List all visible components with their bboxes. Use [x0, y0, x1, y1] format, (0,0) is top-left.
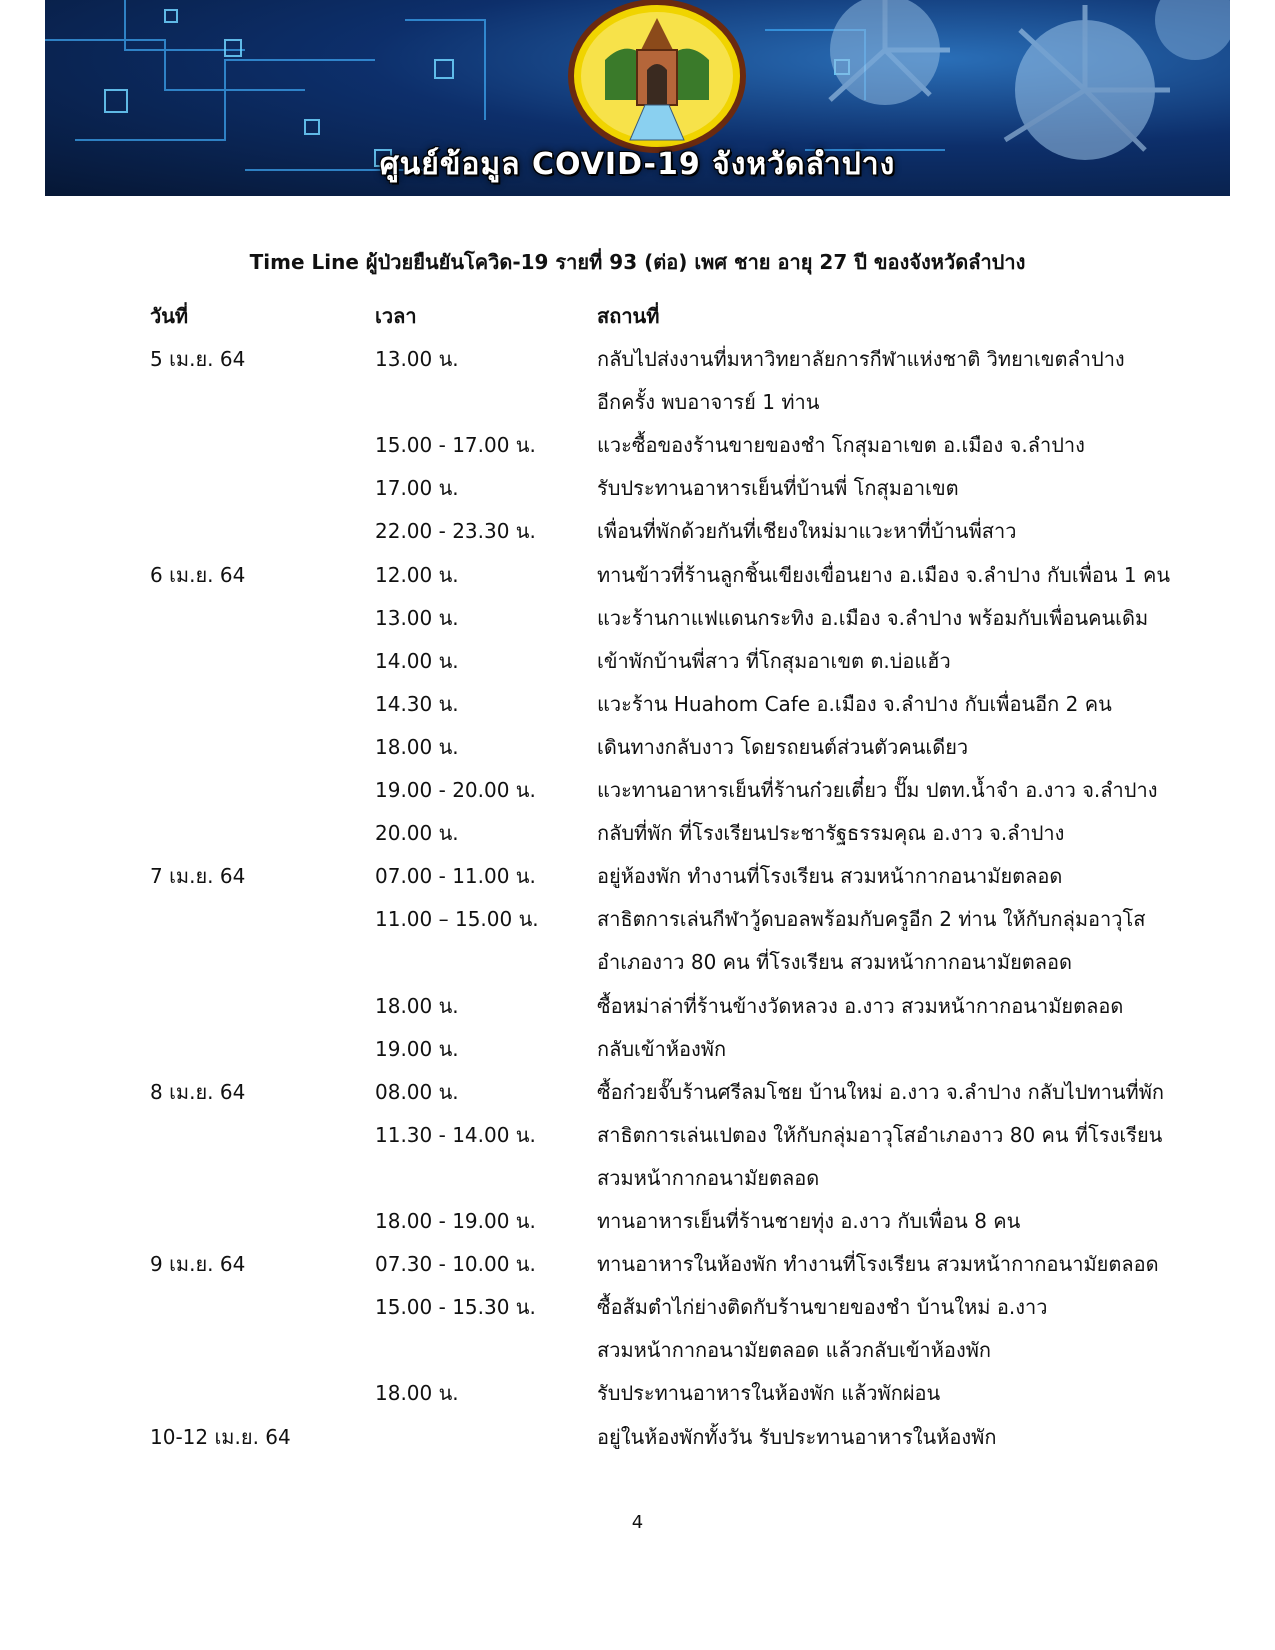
timeline-place: ซื้อหม่าล่าที่ร้านข้างวัดหลวง อ.งาว สวมหน้ากากอนามัยตลอด: [597, 994, 1124, 1018]
timeline-time: 07.00 - 11.00 น.: [375, 864, 536, 888]
header-place: สถานที่: [597, 304, 660, 328]
timeline-place: สาธิตการเล่นกีฬาวู้ดบอลพร้อมกับครูอีก 2 ท่าน ให้กับกลุ่มอาวุโส: [597, 907, 1146, 931]
timeline-date: 7 เม.ย. 64: [150, 864, 246, 888]
timeline-time: 13.00 น.: [375, 606, 459, 630]
timeline-place: กลับที่พัก ที่โรงเรียนประชารัฐธรรมคุณ อ.งาว จ.ลำปาง: [597, 821, 1065, 845]
timeline-time: 08.00 น.: [375, 1080, 459, 1104]
timeline-time: 14.30 น.: [375, 692, 459, 716]
timeline-place: ทานอาหารเย็นที่ร้านชายทุ่ง อ.งาว กับเพื่อน 8 คน: [597, 1209, 1021, 1233]
timeline-place: เดินทางกลับงาว โดยรถยนต์ส่วนตัวคนเดียว: [597, 735, 969, 759]
timeline-time: 12.00 น.: [375, 563, 459, 587]
banner-title: ศูนย์ข้อมูล COVID-19 จังหวัดลำปาง: [379, 147, 896, 182]
timeline-date: 10-12 เม.ย. 64: [150, 1425, 291, 1449]
lampang-emblem: [571, 2, 743, 150]
timeline-place: เข้าพักบ้านพี่สาว ที่โกสุมอาเขต ต.บ่อแฮ้ว: [597, 649, 951, 673]
timeline-time: 20.00 น.: [375, 821, 459, 845]
timeline-place: ทานอาหารในห้องพัก ทำงานที่โรงเรียน สวมหน้ากากอนามัยตลอด: [597, 1252, 1159, 1276]
document-title: Time Line ผู้ป่วยยืนยันโควิด-19 รายที่ 93 (ต่อ) เพศ ชาย อายุ 27 ปี ของจังหวัดลำปาง: [249, 250, 1026, 274]
timeline-place: กลับเข้าห้องพัก: [597, 1037, 727, 1061]
page-number: 4: [631, 1512, 644, 1533]
timeline-place: ทานข้าวที่ร้านลูกชิ้นเขียงเขื่อนยาง อ.เมือง จ.ลำปาง กับเพื่อน 1 คน: [597, 563, 1171, 587]
header-time: เวลา: [375, 304, 417, 328]
timeline-time: 11.30 - 14.00 น.: [375, 1123, 536, 1147]
timeline-place: แวะร้านกาแฟแดนกระทิง อ.เมือง จ.ลำปาง พร้อมกับเพื่อนคนเดิม: [597, 606, 1149, 630]
timeline-time: 17.00 น.: [375, 476, 459, 500]
timeline-place: แวะร้าน Huahom Cafe อ.เมือง จ.ลำปาง กับเพื่อนอีก 2 คน: [597, 692, 1112, 716]
timeline-time: 18.00 น.: [375, 1381, 459, 1405]
timeline-place: สวมหน้ากากอนามัยตลอด: [597, 1166, 820, 1190]
timeline-place: อยู่ในห้องพักทั้งวัน รับประทานอาหารในห้องพัก: [597, 1425, 997, 1449]
timeline-time: 07.30 - 10.00 น.: [375, 1252, 536, 1276]
timeline-place: อำเภองาว 80 คน ที่โรงเรียน สวมหน้ากากอนามัยตลอด: [597, 950, 1073, 974]
timeline-place: อีกครั้ง พบอาจารย์ 1 ท่าน: [597, 390, 820, 414]
timeline-date: 6 เม.ย. 64: [150, 563, 246, 587]
timeline-time: 22.00 - 23.30 น.: [375, 519, 536, 543]
timeline-time: 15.00 - 15.30 น.: [375, 1295, 536, 1319]
timeline-time: 13.00 น.: [375, 347, 459, 371]
timeline-time: 14.00 น.: [375, 649, 459, 673]
timeline-date: 8 เม.ย. 64: [150, 1080, 246, 1104]
timeline-place: สวมหน้ากากอนามัยตลอด แล้วกลับเข้าห้องพัก: [597, 1338, 992, 1362]
timeline-time: 18.00 น.: [375, 994, 459, 1018]
timeline-place: แวะทานอาหารเย็นที่ร้านก๋วยเตี๋ยว ปั๊ม ปตท.น้ำจำ อ.งาว จ.ลำปาง: [597, 778, 1158, 802]
timeline-date: 9 เม.ย. 64: [150, 1252, 246, 1276]
timeline-place: ซื้อก๋วยจั๊บร้านศรีลมโชย บ้านใหม่ อ.งาว จ.ลำปาง กลับไปทานที่พัก: [597, 1080, 1165, 1104]
timeline-place: เพื่อนที่พักด้วยกันที่เชียงใหม่มาแวะหาที่บ้านพี่สาว: [597, 519, 1017, 543]
timeline-time: 11.00 – 15.00 น.: [375, 907, 539, 931]
timeline-place: แวะซื้อของร้านขายของชำ โกสุมอาเขต อ.เมือง จ.ลำปาง: [597, 433, 1085, 457]
header-banner: [45, 0, 1230, 196]
timeline-time: 18.00 - 19.00 น.: [375, 1209, 536, 1233]
timeline-time: 19.00 - 20.00 น.: [375, 778, 536, 802]
timeline-place: รับประทานอาหารเย็นที่บ้านพี่ โกสุมอาเขต: [597, 476, 959, 500]
timeline-time: 18.00 น.: [375, 735, 459, 759]
timeline-time: 15.00 - 17.00 น.: [375, 433, 536, 457]
timeline-date: 5 เม.ย. 64: [150, 347, 246, 371]
timeline-place: สาธิตการเล่นเปตอง ให้กับกลุ่มอาวุโสอำเภองาว 80 คน ที่โรงเรียน: [597, 1123, 1163, 1147]
timeline-place: อยู่ห้องพัก ทำงานที่โรงเรียน สวมหน้ากากอนามัยตลอด: [597, 864, 1063, 888]
timeline-place: ซื้อส้มตำไก่ย่างติดกับร้านขายของชำ บ้านใหม่ อ.งาว: [597, 1295, 1048, 1319]
header-date: วันที่: [150, 304, 189, 328]
timeline-place: รับประทานอาหารในห้องพัก แล้วพักผ่อน: [597, 1381, 941, 1405]
virus-icon: [830, 0, 1230, 160]
timeline-place: กลับไปส่งงานที่มหาวิทยาลัยการกีฬาแห่งชาติ วิทยาเขตลำปาง: [597, 347, 1125, 371]
timeline-time: 19.00 น.: [375, 1037, 459, 1061]
